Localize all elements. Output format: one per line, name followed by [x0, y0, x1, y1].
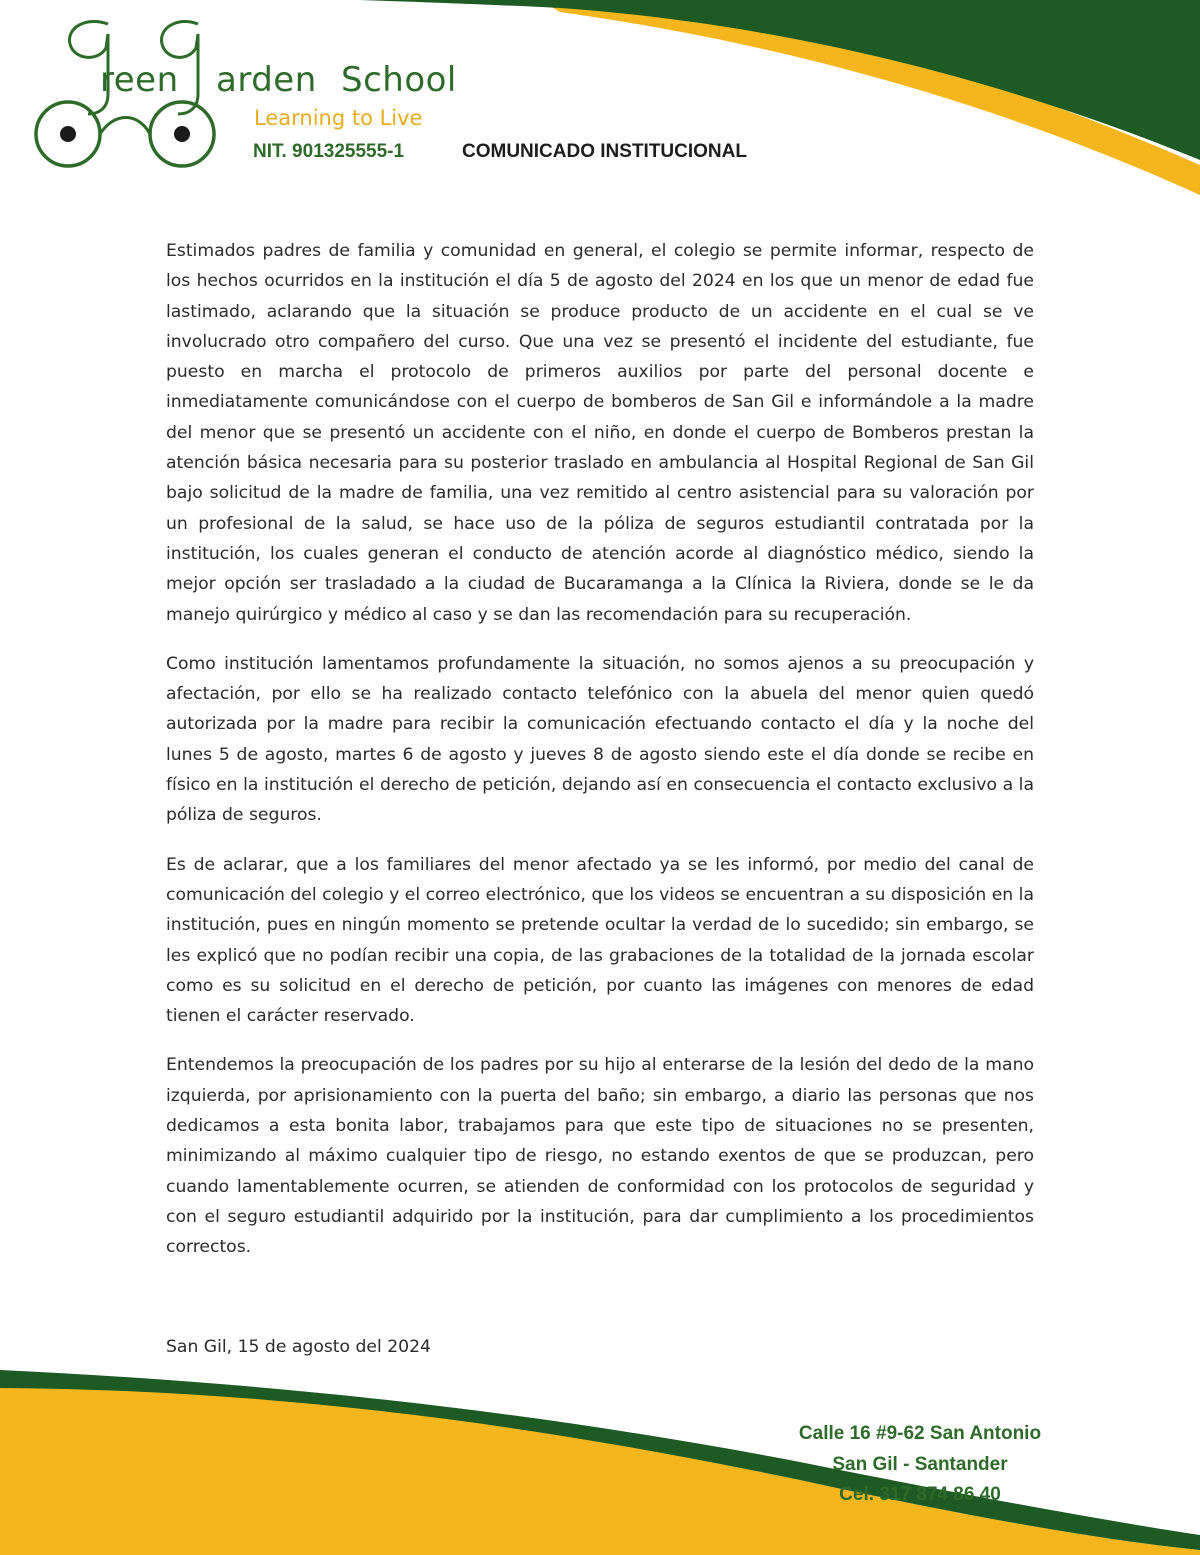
logo-word-reen: reen	[100, 60, 179, 100]
paragraph-3: Es de aclarar, que a los familiares del menor afectado ya se les informó, por medio del canal de comunicación del colegio y el correo electrónico, que los videos se encuentran a su disposición en la institución, pues en ningún momento se pretende ocultar la verdad de lo sucedido; sin embargo, se les explicó que no podían recibir una copia, de las grabaciones de la totalidad de la jornada escolar como es su solicitud en el derecho de petición, por cuanto las imágenes con menores de edad tienen el carácter reservado.	[166, 854, 1034, 1027]
logo-tagline: Learning to Live	[254, 106, 423, 130]
letter-body	[166, 236, 1034, 1282]
document-title: COMUNICADO INSTITUCIONAL	[462, 141, 747, 162]
nit-number: NIT. 901325555-1	[253, 141, 405, 162]
paragraph-1: Estimados padres de familia y comunidad en general, el colegio se permite informar, respecto de los hechos ocurridos en la institución el día 5 de agosto del 2024 en los que un menor de edad fue lastimado, aclarando que la situación se produce producto de un accidente en el cual se ve involucrado otro compañero del curso. Que una vez se presentó el incidente del estudiante, fue puesto en marcha el protocolo de primeros auxilios por parte del personal docente e inmediatamente comunicándose con el cuerpo de bomberos de San Gil e informándole a la madre del menor que se presentó un accidente con el niño, en donde el cuerpo de Bomberos prestan la atención básica necesaria para su posterior traslado en ambulancia al Hospital Regional de San Gil bajo solicitud de la madre de familia, una vez remitido al centro asistencial para su valoración por un profesional de la salud, se hace uso de la póliza de seguros estudiantil contratada por la institución, los cuales generan el conducto de atención acorde al diagnóstico médico, siendo la mejor opción ser trasladado a la ciudad de Bucaramanga a la Clínica la Riviera, donde se le da manejo quirúrgico y médico al caso y se dan las recomendación para su recuperación.	[166, 241, 1034, 625]
paragraph-4: Entendemos la preocupación de los padres por su hijo al enterarse de la lesión del dedo de la mano izquierda, por aprisionamiento con la puerta del baño; sin embargo, a diario las personas que nos dedicamos a esta bonita labor, trabajamos para que este tipo de situaciones no se presenten, minimizando al máximo cualquier tipo de riesgo, no estando exentos de que se produzcan, pero cuando lamentablemente ocurren, se atienden de conformidad con los protocolos de seguridad y con el seguro estudiantil adquirido por la institución, para dar cumplimiento a los procedimientos correctos.	[166, 1055, 1034, 1258]
address-line-2: San Gil - Santander	[832, 1453, 1008, 1475]
logo-word-arden: arden	[216, 60, 317, 100]
logo-word-school: School	[341, 60, 457, 100]
paragraph-2: Como institución lamentamos profundamente la situación, no somos ajenos a su preocupación y afectación, por ello se ha realizado contacto telefónico con la abuela del menor quien quedó autorizada por la madre para recibir la comunicación efectuando contacto el día y la noche del lunes 5 de agosto, martes 6 de agosto y jueves 8 de agosto siendo este el día donde se recibe en físico en la institución el derecho de petición, dejando así en consecuencia el contacto exclusivo a la póliza de seguros.	[166, 653, 1034, 826]
date-line: San Gil, 15 de agosto del 2024	[166, 1337, 431, 1357]
school-address	[770, 1419, 1070, 1511]
address-line-1: Calle 16 #9-62 San Antonio	[798, 1423, 1042, 1444]
phone-number: Cel. 317 874 86 40	[839, 1484, 1001, 1505]
